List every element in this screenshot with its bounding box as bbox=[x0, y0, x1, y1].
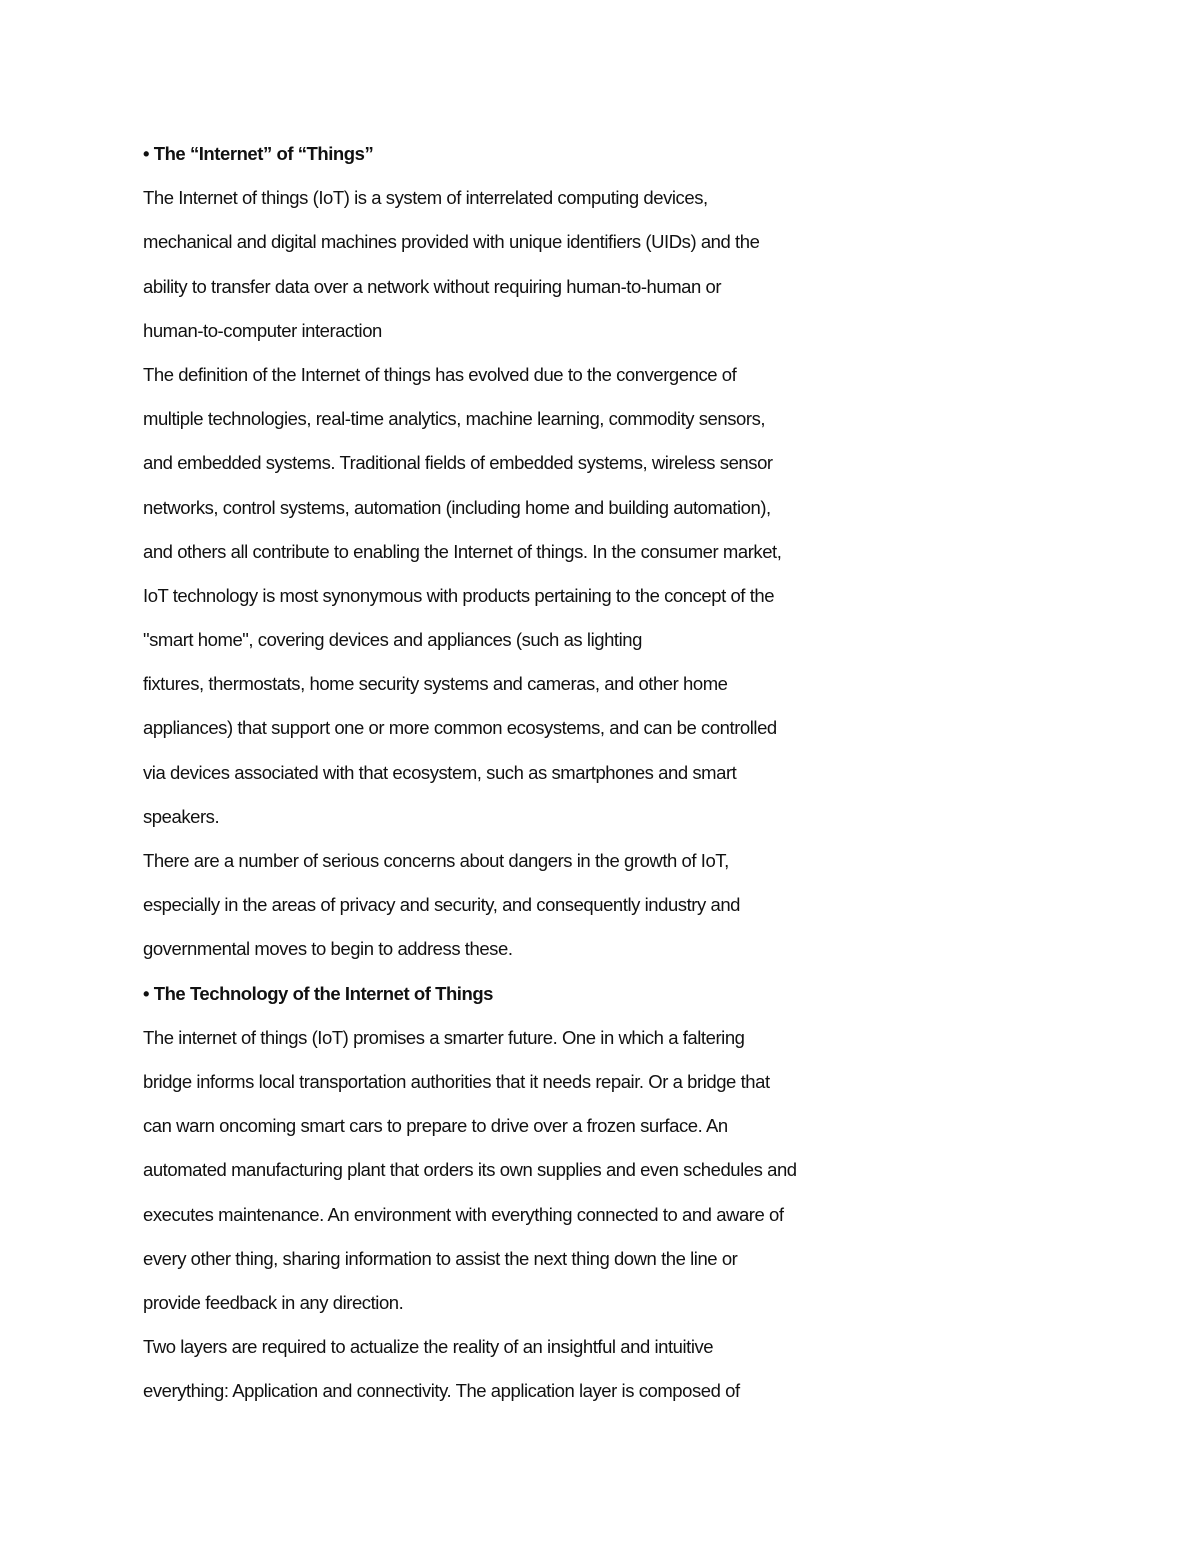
text-line: The definition of the Internet of things has evolved due to the convergence of bbox=[143, 363, 737, 385]
text-line: There are a number of serious concerns about dangers in the growth of IoT, bbox=[143, 850, 729, 871]
text-line: multiple technologies, real-time analytics, machine learning, commodity sensors, bbox=[143, 408, 766, 430]
text-line: fixtures, thermostats, home security systems and cameras, and other home bbox=[143, 673, 728, 695]
text-line: and others all contribute to enabling the Internet of things. In the consumer market, bbox=[143, 540, 782, 562]
section-heading-internet-of-things: • The “Internet” of “Things” bbox=[143, 143, 374, 164]
text-line: ability to transfer data over a network without requiring human-to-human or bbox=[143, 275, 722, 297]
paragraph-two-layers bbox=[143, 1325, 903, 1413]
text-line: governmental moves to begin to address these. bbox=[143, 938, 513, 960]
text-line: mechanical and digital machines provided with unique identifiers (UIDs) and the bbox=[143, 231, 760, 253]
text-line: "smart home", covering devices and appliances (such as lighting bbox=[143, 629, 642, 651]
text-line: executes maintenance. An environment with everything connected to and aware of bbox=[143, 1203, 784, 1225]
text-line: The internet of things (IoT) promises a smarter future. One in which a faltering bbox=[143, 1026, 745, 1048]
text-line: everything: Application and connectivity. The application layer is composed of bbox=[143, 1380, 740, 1402]
text-line: speakers. bbox=[143, 805, 220, 827]
text-line: and embedded systems. Traditional fields of embedded systems, wireless sensor bbox=[143, 452, 773, 474]
text-line: networks, control systems, automation (including home and building automation), bbox=[143, 496, 771, 518]
text-line: The Internet of things (IoT) is a system of interrelated computing devices, bbox=[143, 187, 708, 209]
paragraph-iot-evolution bbox=[143, 353, 903, 839]
paragraph-iot-concerns bbox=[143, 839, 903, 972]
text-line: every other thing, sharing information to assist the next thing down the line or bbox=[143, 1247, 738, 1269]
text-line: Two layers are required to actualize the reality of an insightful and intuitive bbox=[143, 1336, 714, 1358]
paragraph-iot-definition bbox=[143, 176, 903, 353]
text-line: automated manufacturing plant that orders its own supplies and even schedules and bbox=[143, 1159, 797, 1181]
paragraph-smarter-future bbox=[143, 1016, 903, 1325]
section-heading-technology: • The Technology of the Internet of Things bbox=[143, 982, 494, 1004]
text-line: human-to-computer interaction bbox=[143, 319, 382, 341]
document-body bbox=[143, 132, 903, 1413]
text-line: can warn oncoming smart cars to prepare to drive over a frozen surface. An bbox=[143, 1115, 728, 1137]
text-line: bridge informs local transportation authorities that it needs repair. Or a bridge that bbox=[143, 1070, 770, 1092]
text-line: via devices associated with that ecosystem, such as smartphones and smart bbox=[143, 761, 737, 783]
text-line: provide feedback in any direction. bbox=[143, 1291, 404, 1313]
text-line: IoT technology is most synonymous with products pertaining to the concept of the bbox=[143, 584, 775, 606]
text-line: appliances) that support one or more common ecosystems, and can be controlled bbox=[143, 717, 777, 739]
text-line: especially in the areas of privacy and security, and consequently industry and bbox=[143, 894, 740, 916]
